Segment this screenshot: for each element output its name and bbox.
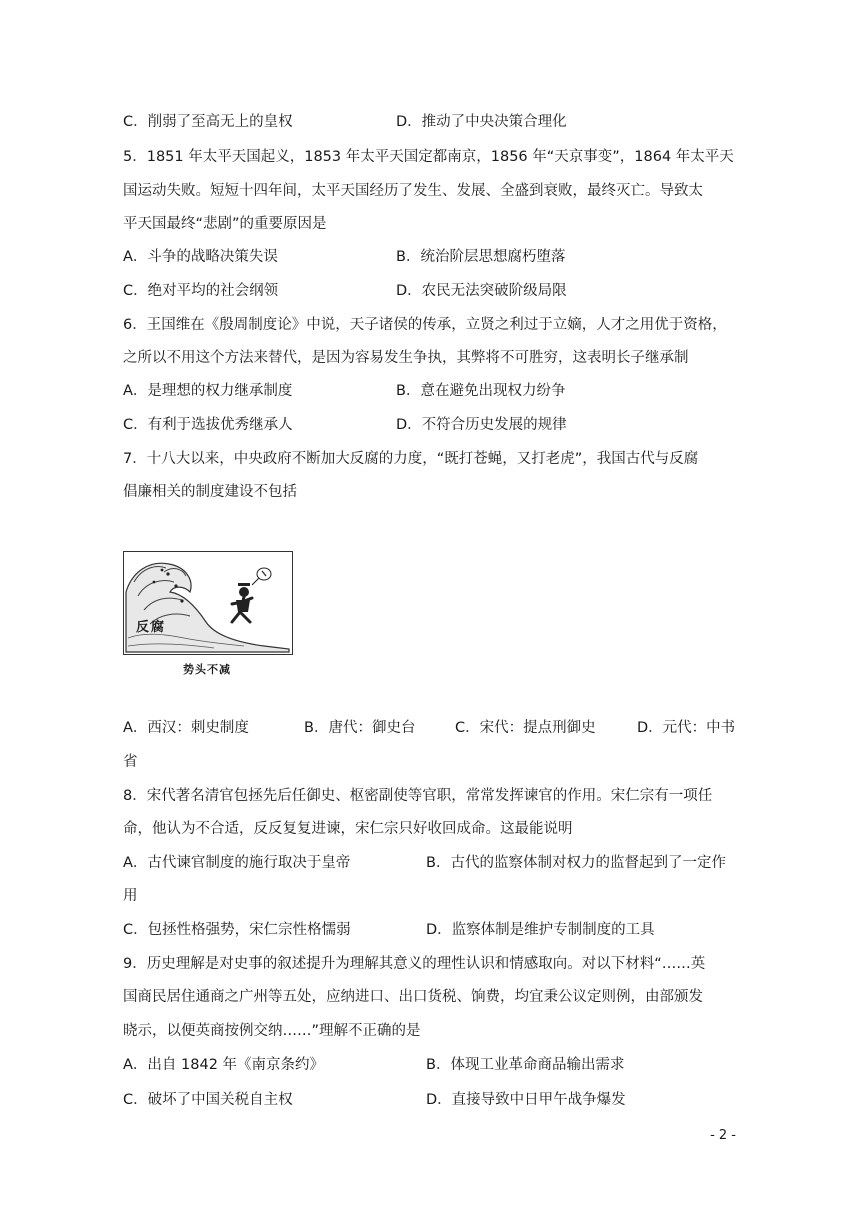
q4-option-d: D．推动了中央决策合理化: [396, 114, 567, 130]
q9-stem-line: 晓示，以便英商按例交纳……”理解不正确的是: [123, 1023, 421, 1039]
q9-option-c: C．破坏了中国关税自主权: [123, 1092, 293, 1108]
q6-option-b: B．意在避免出现权力纷争: [396, 383, 566, 399]
q5-option-d: D．农民无法突破阶级局限: [396, 283, 567, 299]
q5-stem-line: 平天国最终“悲剧”的重要原因是: [123, 216, 327, 232]
q9-option-d: D．直接导致中日甲午战争爆发: [426, 1092, 626, 1108]
q7-stem-line: 7．十八大以来，中央政府不断加大反腐的力度，“既打苍蝇，又打老虎”，我国古代与反腐: [123, 451, 699, 467]
q6-option-a: A．是理想的权力继承制度: [123, 383, 293, 399]
q5-option-b: B．统治阶层思想腐朽堕落: [396, 249, 566, 265]
q9-stem-line: 9．历史理解是对史事的叙述提升为理解其意义的理性认识和情感取向。对以下材料“……英: [123, 956, 706, 972]
q4-option-c: C．削弱了至高无上的皇权: [123, 114, 293, 130]
q6-option-d: D．不符合历史发展的规律: [396, 417, 567, 433]
q7-option-a: A．西汉：刺史制度: [123, 720, 249, 736]
cartoon-wave-label: 反腐: [136, 620, 167, 635]
cartoon-caption: 势头不减: [183, 663, 231, 676]
q7-option-d: D．元代：中书: [637, 720, 736, 736]
q8-option-d: D．监察体制是维护专制制度的工具: [426, 922, 655, 938]
anti-corruption-cartoon: [123, 551, 293, 655]
q6-stem-line: 6．王国维在《殷周制度论》中说，天子诸侯的传承，立贤之利过于立嫡，人才之用优于资格，: [123, 317, 727, 333]
q5-stem-line: 国运动失败。短短十四年间，太平天国经历了发生、发展、全盛到衰败，最终灭亡。导致太: [123, 183, 703, 199]
q5-option-c: C．绝对平均的社会纲领: [123, 283, 279, 299]
page-number: - 2 -: [710, 1128, 736, 1143]
q7-option-b: B．唐代：御史台: [304, 720, 416, 736]
q8-option-b: B．古代的监察体制对权力的监督起到了一定作: [426, 855, 726, 871]
q8-option-b-wrap: 用: [123, 888, 138, 904]
q7-option-c: C．宋代：提点刑御史: [455, 720, 596, 736]
q6-stem-line: 之所以不用这个方法来替代，是因为容易发生争执，其弊将不可胜穷，这表明长子继承制: [123, 350, 689, 366]
q6-option-c: C．有利于选拔优秀继承人: [123, 417, 293, 433]
q8-stem-line: 命，他认为不合适，反反复复进谏，宋仁宗只好收回成命。这最能说明: [123, 821, 573, 837]
q7-option-d-wrap: 省: [123, 754, 138, 770]
q8-option-a: A．古代谏官制度的施行取决于皇帝: [123, 855, 351, 871]
q8-stem-line: 8．宋代著名清官包拯先后任御史、枢密副使等官职，常常发挥谏官的作用。宋仁宗有一项任: [123, 788, 713, 804]
wave-cartoon-illustration: [124, 552, 291, 653]
q7-stem-line: 倡廉相关的制度建设不包括: [123, 484, 297, 500]
q5-stem-line: 5．1851 年太平天国起义，1853 年太平天国定都南京，1856 年“天京事变”，1864 年太平天: [123, 149, 734, 165]
q5-option-a: A．斗争的战略决策失误: [123, 249, 278, 265]
q8-option-c: C．包拯性格强势，宋仁宗性格懦弱: [123, 922, 351, 938]
q9-option-b: B．体现工业革命商品输出需求: [426, 1057, 625, 1073]
q9-stem-line: 国商民居住通商之广州等五处，应纳进口、出口货税、饷费，均宜秉公议定则例，由部颁发: [123, 989, 703, 1005]
q9-option-a: A．出自 1842 年《南京条约》: [123, 1057, 325, 1073]
